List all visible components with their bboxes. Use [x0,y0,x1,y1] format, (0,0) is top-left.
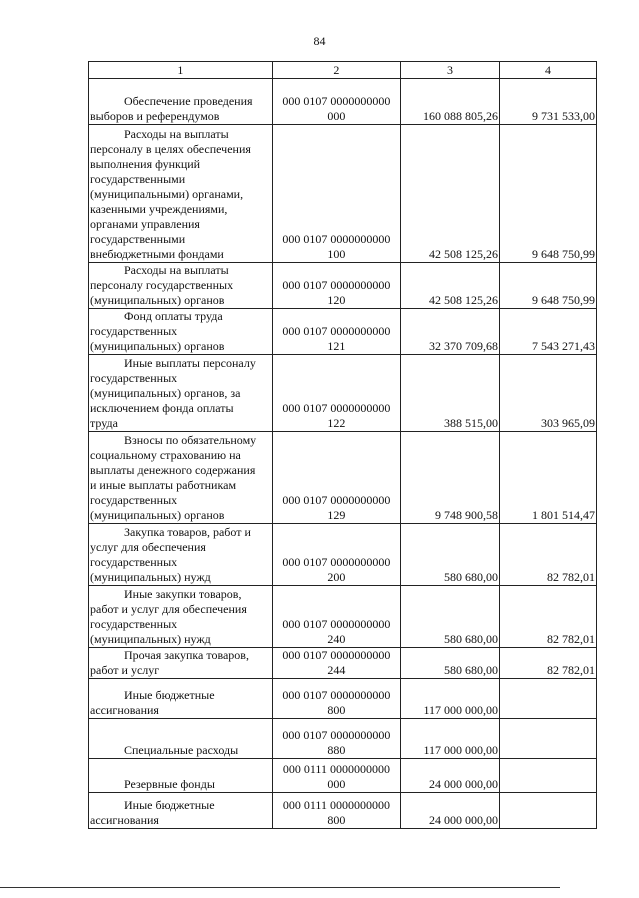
header-row [89,62,597,79]
row-value-col4: 1 801 514,47 [500,432,597,524]
row-name: Специальные расходы [89,719,273,759]
row-code: 000 0107 0000000000 800 [272,679,400,719]
row-value-col4 [500,679,597,719]
row-code: 000 0107 0000000000 000 [272,79,400,125]
row-name: Расходы на выплаты персоналу в целях обеспечения выполнения функций государственными (муниципальными) органами, казенными учреждениями, органами управления государственными внебюджетными фондами [89,125,273,263]
table-row [89,793,597,829]
row-value-col3: 42 508 125,26 [401,263,500,309]
row-value-col3: 388 515,00 [401,355,500,432]
table-row [89,125,597,263]
row-value-col3: 9 748 900,58 [401,432,500,524]
table-row [89,309,597,355]
row-value-col4 [500,719,597,759]
row-value-col3: 117 000 000,00 [401,719,500,759]
row-code: 000 0107 0000000000 121 [272,309,400,355]
row-code: 000 0107 0000000000 200 [272,524,400,586]
row-value-col3: 117 000 000,00 [401,679,500,719]
row-value-col4: 7 543 271,43 [500,309,597,355]
table-row [89,648,597,679]
column-header-2: 2 [272,62,400,79]
column-header-4: 4 [500,62,597,79]
row-name: Иные бюджетные ассигнования [89,793,273,829]
row-value-col4: 82 782,01 [500,586,597,648]
row-value-col4: 9 731 533,00 [500,79,597,125]
row-value-col4 [500,759,597,793]
page-number: 84 [313,34,326,48]
row-code: 000 0107 0000000000 244 [272,648,400,679]
row-value-col3: 32 370 709,68 [401,309,500,355]
footer-divider [0,887,560,888]
row-value-col4: 9 648 750,99 [500,263,597,309]
row-value-col3: 580 680,00 [401,648,500,679]
row-value-col4: 9 648 750,99 [500,125,597,263]
row-value-col4: 82 782,01 [500,524,597,586]
row-name: Закупка товаров, работ и услуг для обеспечения государственных (муниципальных) нужд [89,524,273,586]
row-value-col4: 303 965,09 [500,355,597,432]
column-header-1: 1 [89,62,273,79]
row-value-col4: 82 782,01 [500,648,597,679]
row-value-col3: 580 680,00 [401,586,500,648]
row-value-col3: 24 000 000,00 [401,793,500,829]
table-row [89,586,597,648]
row-name: Иные закупки товаров, работ и услуг для обеспечения государственных (муниципальных) нужд [89,586,273,648]
row-code: 000 0111 0000000000 000 [272,759,400,793]
row-name: Иные выплаты персоналу государственных (муниципальных) органов, за исключением фонда оплаты труда [89,355,273,432]
row-name: Фонд оплаты труда государственных (муниципальных) органов [89,309,273,355]
budget-table [88,61,597,829]
row-code: 000 0111 0000000000 800 [272,793,400,829]
row-code: 000 0107 0000000000 240 [272,586,400,648]
row-value-col3: 24 000 000,00 [401,759,500,793]
table-row [89,355,597,432]
table-row [89,679,597,719]
row-code: 000 0107 0000000000 880 [272,719,400,759]
column-header-3: 3 [401,62,500,79]
row-code: 000 0107 0000000000 100 [272,125,400,263]
row-name: Обеспечение проведения выборов и референдумов [89,79,273,125]
table-row [89,432,597,524]
table-row [89,524,597,586]
row-name: Прочая закупка товаров, работ и услуг [89,648,273,679]
table-row [89,263,597,309]
row-name: Иные бюджетные ассигнования [89,679,273,719]
row-value-col3: 580 680,00 [401,524,500,586]
row-code: 000 0107 0000000000 129 [272,432,400,524]
row-value-col3: 42 508 125,26 [401,125,500,263]
row-value-col3: 160 088 805,26 [401,79,500,125]
row-value-col4 [500,793,597,829]
row-code: 000 0107 0000000000 120 [272,263,400,309]
row-code: 000 0107 0000000000 122 [272,355,400,432]
table-row [89,759,597,793]
table-row [89,719,597,759]
table-row [89,79,597,125]
row-name: Резервные фонды [89,759,273,793]
row-name: Расходы на выплаты персоналу государственных (муниципальных) органов [89,263,273,309]
row-name: Взносы по обязательному социальному страхованию на выплаты денежного содержания и иные выплаты работникам государственных (муниципальных) органов [89,432,273,524]
